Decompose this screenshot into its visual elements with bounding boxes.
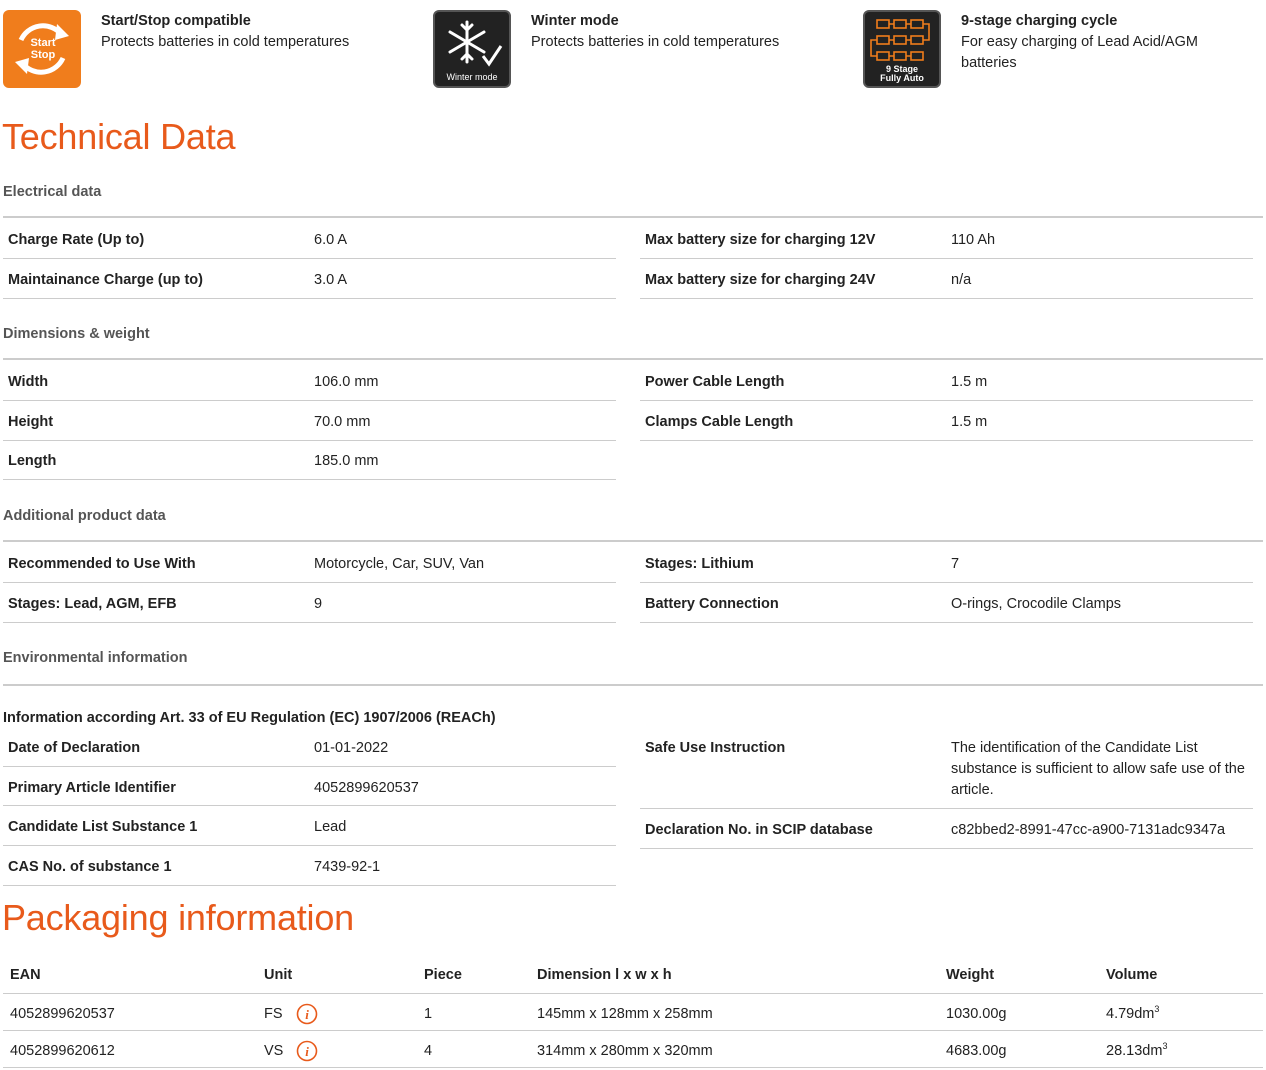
reach-heading: Information according Art. 33 of EU Regulation (EC) 1907/2006 (REACh) <box>3 710 496 726</box>
spec-row <box>3 846 616 886</box>
header-dimension: Dimension l x w x h <box>537 967 672 983</box>
spec-row <box>640 809 1253 849</box>
spec-label: Recommended to Use With <box>8 556 196 572</box>
info-icon[interactable] <box>296 1040 318 1062</box>
charging-stages-icon <box>863 10 941 88</box>
spec-label: CAS No. of substance 1 <box>8 859 172 875</box>
spec-row <box>640 583 1253 623</box>
spec-row <box>3 583 616 623</box>
badge-text-winter: Winter mode <box>446 72 498 82</box>
spec-label: Height <box>8 414 54 430</box>
spec-row <box>3 543 616 583</box>
packaging-table <box>3 956 1263 1068</box>
spec-value: 110 Ah <box>951 232 996 248</box>
spec-label: Clamps Cable Length <box>645 414 794 430</box>
spec-label: Date of Declaration <box>8 740 141 756</box>
spec-row <box>3 806 616 846</box>
spec-label: Stages: Lithium <box>645 556 754 572</box>
header-volume: Volume <box>1106 967 1158 983</box>
spec-row <box>3 219 616 259</box>
snowflake-icon <box>433 10 511 88</box>
cell-piece: 4 <box>424 1043 433 1059</box>
spec-label: Primary Article Identifier <box>8 780 176 796</box>
spec-label: Maintainance Charge (up to) <box>8 272 203 288</box>
spec-label: Max battery size for charging 12V <box>645 232 876 248</box>
divider <box>3 358 1263 360</box>
spec-label: Safe Use Instruction <box>645 740 786 756</box>
volume-exponent: 3 <box>1154 1004 1160 1015</box>
feature-title: Start/Stop compatible <box>101 13 251 29</box>
table-row <box>3 994 1263 1031</box>
volume-value: 28.13dm <box>1106 1043 1163 1059</box>
spec-row <box>640 401 1253 441</box>
electrical-left-column <box>3 219 616 299</box>
feature-title: Winter mode <box>531 13 619 29</box>
spec-value: The identification of the Candidate List substance is sufficient to allow safe use of the article. <box>951 740 1245 798</box>
spec-label: Charge Rate (Up to) <box>8 232 145 248</box>
spec-label: Max battery size for charging 24V <box>645 272 876 288</box>
spec-label: Battery Connection <box>645 596 779 612</box>
start-stop-icon <box>3 10 81 88</box>
badge-text-stop: Stop <box>30 49 56 61</box>
spec-row <box>3 767 616 806</box>
spec-label: Declaration No. in SCIP database <box>645 822 873 838</box>
spec-value: Motorcycle, Car, SUV, Van <box>314 556 485 572</box>
spec-value: 7 <box>951 556 960 572</box>
cell-dimension: 314mm x 280mm x 320mm <box>537 1043 713 1059</box>
cell-weight: 1030.00g <box>946 1006 1007 1022</box>
dimensions-heading: Dimensions & weight <box>3 326 150 342</box>
divider <box>3 684 1263 686</box>
divider <box>3 216 1263 218</box>
spec-value: 7439-92-1 <box>314 859 381 875</box>
spec-value: 4052899620537 <box>314 780 419 796</box>
header-piece: Piece <box>424 967 462 983</box>
packaging-title: Packaging information <box>2 897 355 938</box>
spec-value: 185.0 mm <box>314 453 379 469</box>
dimensions-right-column <box>640 361 1253 441</box>
environmental-right-column <box>640 727 1253 849</box>
spec-value: 9 <box>314 596 323 612</box>
header-weight: Weight <box>946 967 995 983</box>
spec-row <box>3 441 616 480</box>
volume-value: 4.79dm <box>1106 1006 1155 1022</box>
header-unit: Unit <box>264 967 293 983</box>
spec-row <box>3 401 616 441</box>
table-row <box>3 1031 1263 1068</box>
svg-text:i: i <box>305 1007 309 1022</box>
spec-value: c82bbed2-8991-47cc-a900-7131adc9347a <box>951 822 1226 838</box>
spec-row <box>3 727 616 767</box>
environmental-left-column <box>3 727 616 886</box>
electrical-data-heading: Electrical data <box>3 184 102 200</box>
divider <box>3 540 1263 542</box>
feature-desc: For easy charging of Lead Acid/AGM batteries <box>961 34 1198 71</box>
additional-left-column <box>3 543 616 623</box>
spec-value: 01-01-2022 <box>314 740 389 756</box>
feature-title: 9-stage charging cycle <box>961 13 1118 29</box>
cell-unit: FS <box>264 1006 283 1022</box>
spec-value: 1.5 m <box>951 374 988 390</box>
spec-row <box>640 543 1253 583</box>
spec-label: Stages: Lead, AGM, EFB <box>8 596 177 612</box>
table-header-row <box>3 956 1263 994</box>
spec-value: n/a <box>951 272 972 288</box>
volume-exponent: 3 <box>1162 1041 1168 1052</box>
spec-row <box>3 259 616 299</box>
cell-unit: VS <box>264 1043 284 1059</box>
feature-desc: Protects batteries in cold temperatures <box>531 34 780 50</box>
spec-value: 6.0 A <box>314 232 348 248</box>
spec-row <box>640 259 1253 299</box>
spec-value: 106.0 mm <box>314 374 379 390</box>
spec-label: Width <box>8 374 49 390</box>
technical-data-title: Technical Data <box>2 116 236 157</box>
spec-row <box>640 727 1253 809</box>
info-icon[interactable] <box>296 1003 318 1025</box>
cell-volume <box>1106 1043 1167 1059</box>
spec-value: 70.0 mm <box>314 414 371 430</box>
cell-ean: 4052899620612 <box>10 1043 115 1059</box>
dimensions-left-column <box>3 361 616 480</box>
environmental-heading: Environmental information <box>3 650 188 666</box>
feature-strip <box>3 9 1263 89</box>
spec-value: Lead <box>314 819 347 835</box>
spec-row <box>3 361 616 401</box>
cell-piece: 1 <box>424 1006 433 1022</box>
svg-text:i: i <box>305 1044 309 1059</box>
cell-volume <box>1106 1006 1159 1022</box>
additional-data-heading: Additional product data <box>3 508 166 524</box>
spec-label: Power Cable Length <box>645 374 785 390</box>
spec-value: O-rings, Crocodile Clamps <box>951 596 1122 612</box>
spec-row <box>640 219 1253 259</box>
spec-value: 1.5 m <box>951 414 988 430</box>
spec-row <box>640 361 1253 401</box>
feature-desc: Protects batteries in cold temperatures <box>101 34 350 50</box>
spec-value: 3.0 A <box>314 272 348 288</box>
spec-label: Length <box>8 453 57 469</box>
cell-dimension: 145mm x 128mm x 258mm <box>537 1006 713 1022</box>
cell-ean: 4052899620537 <box>10 1006 115 1022</box>
badge-text-start: Start <box>30 37 56 49</box>
electrical-right-column <box>640 219 1253 299</box>
badge-text-9stage: 9 Stage <box>885 64 919 74</box>
badge-text-fully-auto: Fully Auto <box>880 73 924 83</box>
cell-weight: 4683.00g <box>946 1043 1007 1059</box>
header-ean: EAN <box>10 967 41 983</box>
spec-label: Candidate List Substance 1 <box>8 819 198 835</box>
additional-right-column <box>640 543 1253 623</box>
